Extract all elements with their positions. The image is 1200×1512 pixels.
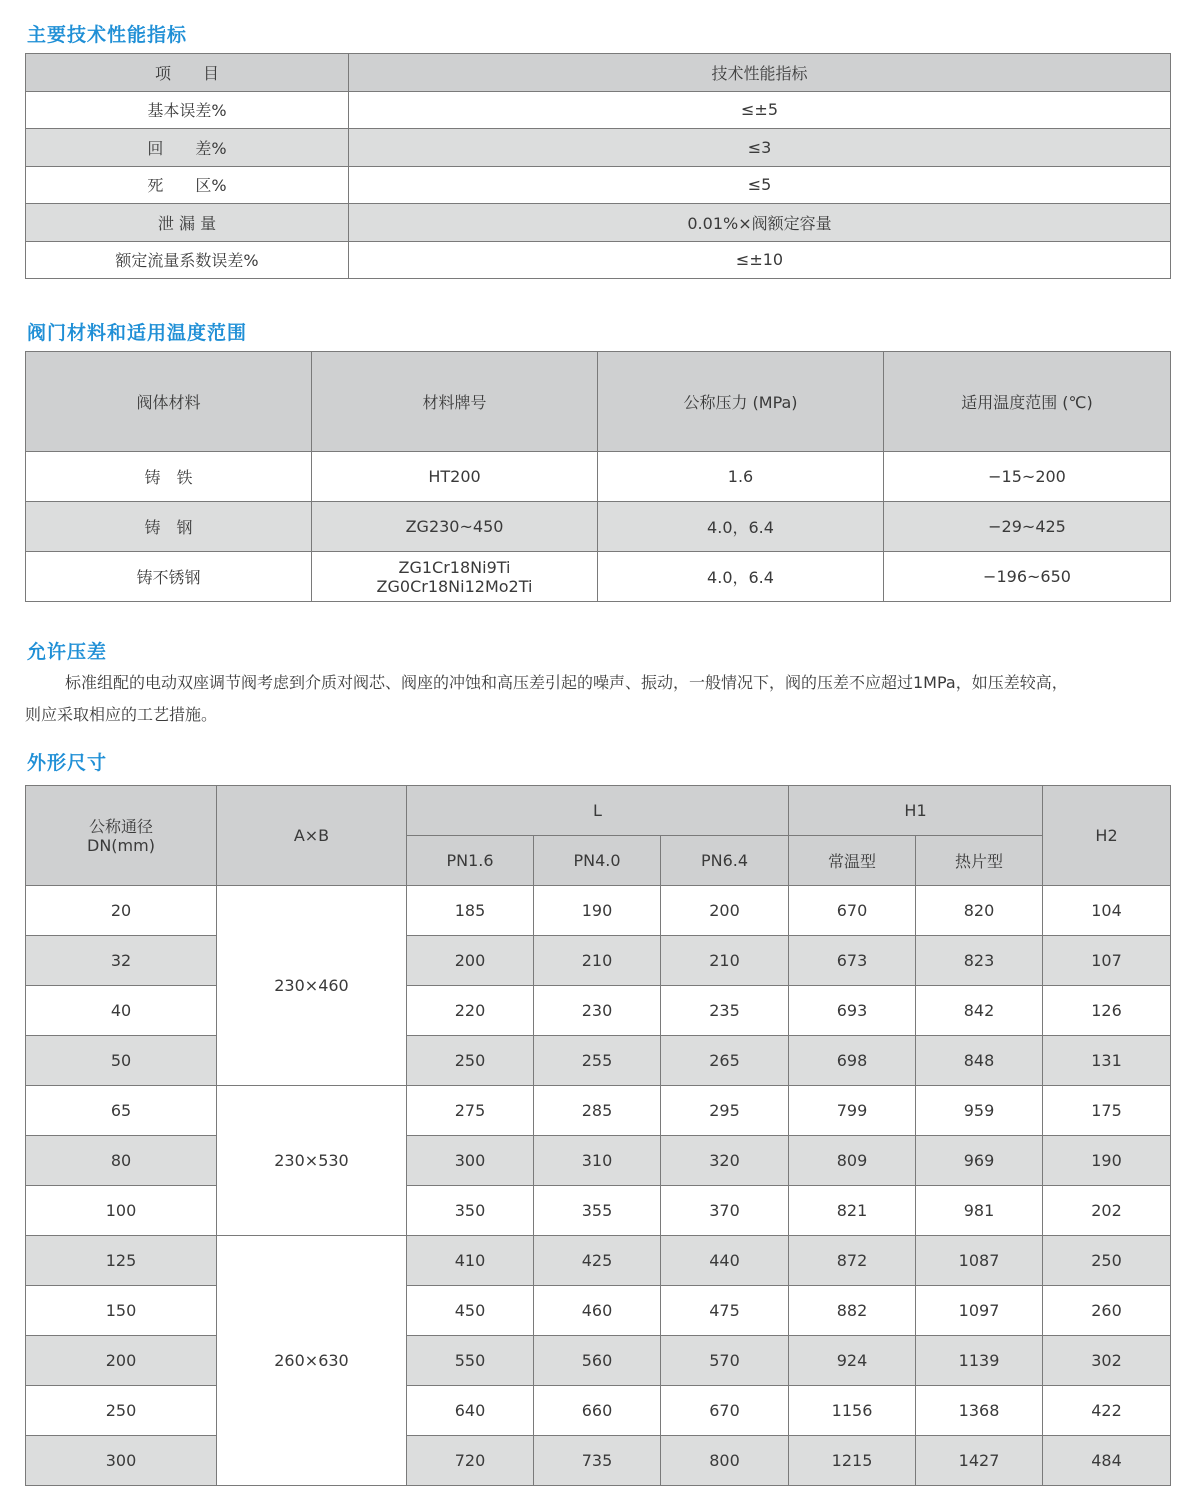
cell-value: ≤±5 [349,91,1171,129]
cell-pn16: 220 [407,986,534,1036]
table-row [26,1236,1171,1286]
cell-dn: 40 [26,986,217,1036]
cell-material: 铸不锈钢 [26,552,312,602]
cell-pressure: 4.0，6.4 [598,552,884,602]
cell-heat-fin: 959 [916,1086,1043,1136]
cell-pn40: 560 [534,1336,661,1386]
table-row [26,936,1171,986]
cell-value: ≤±10 [349,241,1171,279]
cell-h2: 302 [1043,1336,1171,1386]
dimensions-body [26,886,1171,1486]
cell-pn64: 570 [661,1336,789,1386]
cell-pn40: 285 [534,1086,661,1136]
cell-ab-group: 260×630 [217,1236,407,1486]
cell-normal-temp: 872 [789,1236,916,1286]
cell-normal-temp: 882 [789,1286,916,1336]
cell-heat-fin: 1087 [916,1236,1043,1286]
header-pn64: PN6.4 [661,836,789,886]
cell-item: 死 区% [26,166,349,204]
cell-pn64: 440 [661,1236,789,1286]
cell-pn16: 200 [407,936,534,986]
section-title-dims: 外形尺寸 [27,752,108,774]
table-row [26,204,1171,242]
cell-value: ≤5 [349,166,1171,204]
table-row [26,1286,1171,1336]
header-ab: A×B [217,786,407,886]
cell-pn64: 210 [661,936,789,986]
cell-temp: −29~425 [884,502,1171,552]
cell-h2: 131 [1043,1036,1171,1086]
cell-pn64: 670 [661,1386,789,1436]
cell-pn40: 310 [534,1136,661,1186]
cell-dn: 250 [26,1386,217,1436]
cell-item: 基本误差% [26,91,349,129]
cell-pn16: 185 [407,886,534,936]
cell-dn: 100 [26,1186,217,1236]
header-item: 项 目 [26,54,349,92]
table-header-row [26,352,1171,452]
cell-pn64: 320 [661,1136,789,1186]
cell-normal-temp: 821 [789,1186,916,1236]
cell-item: 回 差% [26,129,349,167]
header-pn16: PN1.6 [407,836,534,886]
grade-line: ZG0Cr18Ni12Mo2Ti [376,576,533,596]
cell-pn16: 410 [407,1236,534,1286]
cell-heat-fin: 1368 [916,1386,1043,1436]
cell-heat-fin: 848 [916,1036,1043,1086]
header-pressure: 公称压力 (MPa) [598,352,884,452]
cell-h2: 190 [1043,1136,1171,1186]
table-row [26,1386,1171,1436]
cell-pn64: 200 [661,886,789,936]
cell-material: 铸 钢 [26,502,312,552]
table-row [26,1186,1171,1236]
cell-pn64: 295 [661,1086,789,1136]
cell-heat-fin: 1139 [916,1336,1043,1386]
table-row [26,1086,1171,1136]
cell-normal-temp: 809 [789,1136,916,1186]
cell-pn40: 425 [534,1236,661,1286]
cell-pn64: 265 [661,1036,789,1086]
cell-dn: 125 [26,1236,217,1286]
table-row [26,1336,1171,1386]
cell-dn: 65 [26,1086,217,1136]
cell-h2: 107 [1043,936,1171,986]
header-spec: 技术性能指标 [349,54,1171,92]
header-heat-fin: 热片型 [916,836,1043,886]
cell-normal-temp: 673 [789,936,916,986]
pressure-paragraph-line2: 则应采取相应的工艺措施。 [25,705,218,724]
cell-grade [312,552,598,602]
cell-grade: HT200 [312,452,598,502]
cell-pn40: 255 [534,1036,661,1086]
header-material: 阀体材料 [26,352,312,452]
cell-grade: ZG230~450 [312,502,598,552]
cell-dn: 200 [26,1336,217,1386]
cell-pn16: 250 [407,1036,534,1086]
tech-spec-table [25,53,1171,279]
dimensions-table [25,785,1171,1486]
table-row [26,886,1171,936]
cell-heat-fin: 823 [916,936,1043,986]
cell-material: 铸 铁 [26,452,312,502]
table-row [26,241,1171,279]
cell-normal-temp: 670 [789,886,916,936]
cell-normal-temp: 1215 [789,1436,916,1486]
cell-heat-fin: 981 [916,1186,1043,1236]
header-dn [26,786,217,886]
cell-item: 泄 漏 量 [26,204,349,242]
header-pn40: PN4.0 [534,836,661,886]
cell-h2: 484 [1043,1436,1171,1486]
cell-h2: 260 [1043,1286,1171,1336]
grade-line: ZG1Cr18Ni9Ti [398,557,511,577]
cell-heat-fin: 1427 [916,1436,1043,1486]
material-table [25,351,1171,602]
table-row [26,452,1171,502]
cell-pn40: 190 [534,886,661,936]
cell-ab-group: 230×460 [217,886,407,1086]
header-normal-temp: 常温型 [789,836,916,886]
cell-pn40: 460 [534,1286,661,1336]
cell-normal-temp: 1156 [789,1386,916,1436]
cell-pn40: 230 [534,986,661,1036]
cell-pn64: 370 [661,1186,789,1236]
cell-pn16: 720 [407,1436,534,1486]
cell-pn40: 660 [534,1386,661,1436]
header-h1: H1 [789,786,1043,836]
cell-heat-fin: 969 [916,1136,1043,1186]
cell-pn16: 450 [407,1286,534,1336]
cell-pn16: 640 [407,1386,534,1436]
pressure-paragraph-line1: 标准组配的电动双座调节阀考虑到介质对阀芯、阀座的冲蚀和高压差引起的噪声、振动，一般情况下，阀的压差不应超过1MPa，如压差较高， [65,673,1068,692]
table-row [26,1036,1171,1086]
table-row [26,1436,1171,1486]
cell-pn16: 275 [407,1086,534,1136]
cell-normal-temp: 693 [789,986,916,1036]
cell-normal-temp: 698 [789,1036,916,1086]
cell-pn16: 300 [407,1136,534,1186]
cell-pn64: 475 [661,1286,789,1336]
cell-temp: −15~200 [884,452,1171,502]
cell-pn40: 210 [534,936,661,986]
cell-pressure: 4.0，6.4 [598,502,884,552]
cell-h2: 250 [1043,1236,1171,1286]
cell-value: 0.01%×阀额定容量 [349,204,1171,242]
cell-pn64: 800 [661,1436,789,1486]
cell-heat-fin: 842 [916,986,1043,1036]
cell-value: ≤3 [349,129,1171,167]
cell-dn: 50 [26,1036,217,1086]
cell-pn64: 235 [661,986,789,1036]
header-h2: H2 [1043,786,1171,886]
table-row [26,129,1171,167]
header-dn-line: 公称通径 [88,816,153,836]
cell-h2: 104 [1043,886,1171,936]
cell-dn: 150 [26,1286,217,1336]
cell-h2: 422 [1043,1386,1171,1436]
cell-pn16: 550 [407,1336,534,1386]
cell-h2: 202 [1043,1186,1171,1236]
section-title-material: 阀门材料和适用温度范围 [27,322,248,344]
cell-pn16: 350 [407,1186,534,1236]
header-l: L [407,786,789,836]
header-temp: 适用温度范围 (℃) [884,352,1171,452]
cell-dn: 20 [26,886,217,936]
header-dn-line: DN(mm) [87,835,155,855]
cell-heat-fin: 1097 [916,1286,1043,1336]
table-row [26,91,1171,129]
cell-h2: 175 [1043,1086,1171,1136]
cell-normal-temp: 924 [789,1336,916,1386]
cell-item: 额定流量系数误差% [26,241,349,279]
table-row [26,166,1171,204]
cell-ab-group: 230×530 [217,1086,407,1236]
cell-pressure: 1.6 [598,452,884,502]
cell-h2: 126 [1043,986,1171,1036]
table-header-row [26,54,1171,92]
cell-dn: 300 [26,1436,217,1486]
section-title-tech: 主要技术性能指标 [27,24,188,46]
cell-dn: 80 [26,1136,217,1186]
table-header-row [26,786,1171,836]
header-grade: 材料牌号 [312,352,598,452]
cell-temp: −196~650 [884,552,1171,602]
cell-heat-fin: 820 [916,886,1043,936]
cell-dn: 32 [26,936,217,986]
table-row [26,1136,1171,1186]
table-row [26,986,1171,1036]
table-row [26,502,1171,552]
table-row [26,552,1171,602]
cell-pn40: 355 [534,1186,661,1236]
cell-pn40: 735 [534,1436,661,1486]
cell-normal-temp: 799 [789,1086,916,1136]
section-title-pressure: 允许压差 [27,641,108,663]
